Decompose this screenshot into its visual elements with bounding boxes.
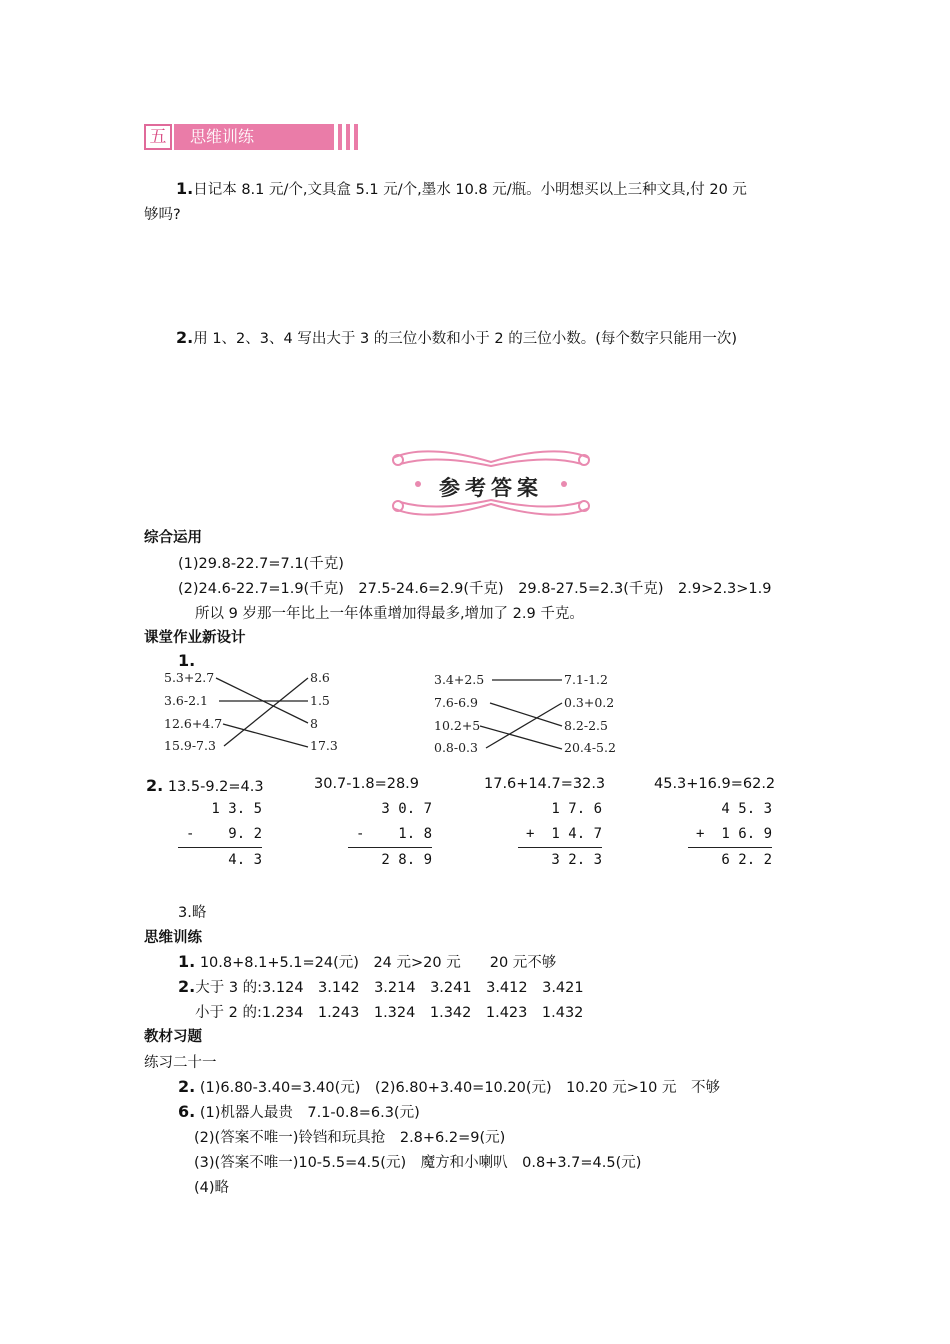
- calc-top: 3 0. 7: [381, 801, 432, 817]
- banner-stripe: [354, 124, 358, 150]
- match-right-item: 8.2-2.5: [564, 718, 608, 733]
- calc-expression: 17.6+14.7=32.3: [484, 776, 606, 792]
- answer-line: (3)(答案不唯一)10-5.5=4.5(元) 魔方和小喇叭 0.8+3.7=4.5(元): [194, 1155, 642, 1171]
- match-left-item: 3.4+2.5: [434, 672, 485, 687]
- answer-line: 小于 2 的:1.234 1.243 1.324 1.342 1.423 1.432: [195, 1005, 584, 1021]
- answer-text: 大于 3 的:3.124 3.142 3.214 3.241 3.412 3.421: [195, 980, 584, 996]
- banner-stripe: [346, 124, 350, 150]
- calc-middle: [348, 822, 432, 847]
- item-3: 3.略: [178, 905, 207, 921]
- calc-second: 9. 2: [228, 826, 262, 842]
- calc-item: [146, 776, 264, 795]
- match-right-item: 0.3+0.2: [564, 695, 615, 710]
- calc-middle: [518, 822, 602, 847]
- item-number: 2.: [178, 1077, 196, 1096]
- match-left-item: 3.6-2.1: [164, 693, 208, 708]
- answer-line: 所以 9 岁那一年比上一年体重增加得最多,增加了 2.9 千克。: [195, 606, 584, 622]
- answer-line: (4)略: [194, 1180, 230, 1196]
- answer-line: [178, 976, 584, 997]
- item-number: 1.: [178, 651, 196, 670]
- match-left-item: 0.8-0.3: [434, 740, 478, 755]
- match-right-item: 8: [310, 716, 318, 731]
- vertical-calc: [518, 797, 602, 873]
- calc-top: 1 3. 5: [211, 801, 262, 817]
- match-left-item: 5.3+2.7: [164, 670, 215, 685]
- sub-heading: 练习二十一: [144, 1055, 217, 1071]
- heading-thinking: 思维训练: [144, 930, 202, 946]
- calc-result: 6 2. 2: [688, 847, 772, 873]
- calc-middle: [178, 822, 262, 847]
- matching-figure-right: [434, 672, 634, 760]
- question-text: 用 1、2、3、4 写出大于 3 的三位小数和小于 2 的三位小数。(每个数字只能用一次): [193, 331, 738, 347]
- calc-result: 2 8. 9: [348, 847, 432, 873]
- answer-line: [178, 1076, 720, 1097]
- answer-title: 参考答案: [439, 475, 543, 500]
- question-1-cont: 够吗?: [144, 207, 181, 223]
- question-text: 日记本 8.1 元/个,文具盒 5.1 元/个,墨水 10.8 元/瓶。小明想买以上三种文具,付 20 元: [193, 182, 747, 198]
- match-right-item: 1.5: [310, 693, 330, 708]
- answer-line: [178, 1101, 420, 1122]
- match-lines: [164, 670, 344, 758]
- calc-expression: 45.3+16.9=62.2: [654, 776, 776, 792]
- answer-text: 10.8+8.1+5.1=24(元) 24 元>20 元 20 元不够: [199, 955, 557, 971]
- calc-expression: 13.5-9.2=4.3: [167, 779, 264, 795]
- match-lines: [434, 672, 634, 760]
- answer-line: [178, 951, 556, 972]
- question-1: [176, 178, 747, 199]
- question-number: 1.: [176, 179, 194, 198]
- answer-line: (2)(答案不唯一)铃铛和玩具抢 2.8+6.2=9(元): [194, 1130, 506, 1146]
- item-number: 2.: [146, 776, 164, 795]
- match-right-item: 7.1-1.2: [564, 672, 608, 687]
- calc-operator: +: [526, 826, 535, 842]
- question-number: 2.: [176, 328, 194, 347]
- match-right-item: 8.6: [310, 670, 330, 685]
- calc-operator: -: [186, 826, 195, 842]
- section-banner: [144, 124, 362, 150]
- match-right-item: 17.3: [310, 738, 338, 753]
- match-right-item: 20.4-5.2: [564, 740, 616, 755]
- calc-result: 3 2. 3: [518, 847, 602, 873]
- calc-operator: +: [696, 826, 705, 842]
- vertical-calc: [178, 797, 262, 873]
- calc-expression: 30.7-1.8=28.9: [314, 776, 420, 792]
- answer-line: (1)29.8-22.7=7.1(千克): [178, 556, 344, 572]
- question-2: [176, 327, 737, 348]
- vertical-calc: [688, 797, 772, 873]
- answer-text: (1)机器人最贵 7.1-0.8=6.3(元): [199, 1105, 420, 1121]
- match-left-item: 12.6+4.7: [164, 716, 223, 731]
- calc-top: 4 5. 3: [721, 801, 772, 817]
- vertical-calc: [348, 797, 432, 873]
- calc-result: 4. 3: [178, 847, 262, 873]
- calc-second: 1 6. 9: [721, 826, 772, 842]
- item-number: 6.: [178, 1102, 196, 1121]
- match-left-item: 7.6-6.9: [434, 695, 478, 710]
- calc-middle: [688, 822, 772, 847]
- answer-title-ornament: [388, 444, 594, 522]
- calc-second: 1 4. 7: [551, 826, 602, 842]
- matching-figure-left: [164, 670, 344, 758]
- answer-line: (2)24.6-22.7=1.9(千克) 27.5-24.6=2.9(千克) 29.8-27.5=2.3(千克) 2.9>2.3>1.9: [178, 581, 772, 597]
- section-number: 五: [144, 124, 172, 150]
- heading-textbook: 教材习题: [144, 1029, 202, 1045]
- calc-second: 1. 8: [398, 826, 432, 842]
- heading-comprehensive: 综合运用: [144, 530, 202, 546]
- calc-operator: -: [356, 826, 365, 842]
- item-number: 1.: [178, 952, 196, 971]
- section-title: 思维训练: [174, 124, 334, 150]
- calc-top: 1 7. 6: [551, 801, 602, 817]
- heading-classwork: 课堂作业新设计: [144, 630, 246, 646]
- banner-stripe: [338, 124, 342, 150]
- item-number: 2.: [178, 977, 196, 996]
- match-left-item: 10.2+5: [434, 718, 481, 733]
- match-left-item: 15.9-7.3: [164, 738, 216, 753]
- answer-text: (1)6.80-3.40=3.40(元) (2)6.80+3.40=10.20(元) 10.20 元>10 元 不够: [199, 1080, 720, 1096]
